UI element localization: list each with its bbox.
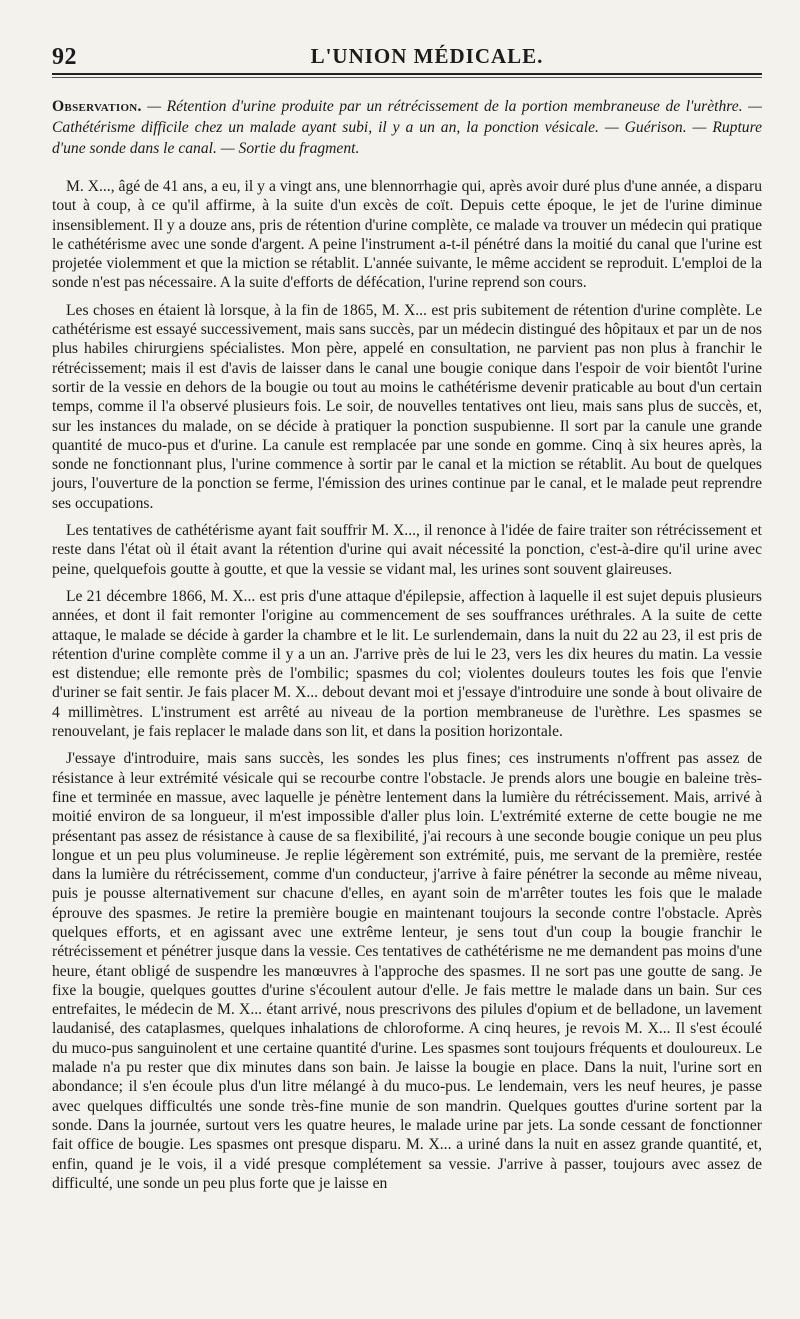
journal-title: L'UNION MÉDICALE. [310,44,544,68]
observation-lead: Observation. [52,98,142,115]
page-number: 92 [52,44,77,70]
header-rule [52,73,762,75]
paragraph: J'essaye d'introduire, mais sans succès, les sondes les plus fines; ces instruments n'offrent pas assez de résistance à leur extrémité vésicale qui se recourbe contre l'obstacle. Je prends alors une bougie en baleine très-fine et terminée en massue, avec laquelle je pénètre lentement dans la lumière du rétrécissement. Mais, arrivé à moitié environ de sa longueur, il m'est impossible d'aller plus loin. L'extrémité externe de cette bougie ne me présentant pas assez de résistance à cause de sa flexibilité, j'ai recours à une seconde bougie conique un peu plus longue et un peu plus volumineuse. Je replie légèrement son extrémité, puis, me servant de la première, restée dans la lumière du rétrécissement, comme d'un conducteur, j'arrive à faire pénétrer la seconde au même niveau, puis je pousse alternativement sur chacune d'elles, en ayant soin de m'arrêter toutes les fois que le malade éprouve des spasmes. Je retire la première bougie en maintenant toujours la seconde contre l'obstacle. Après quelques efforts, et en agissant avec une extrême lenteur, je sens tout d'un coup la bougie franchir le rétrécissement et pénétrer jusque dans la vessie. Ces tentatives de cathétérisme ne me demandent pas moins d'une heure, étant obligé de suspendre les manœuvres à l'approche des spasmes. Il ne sort pas une goutte de sang. Je fixe la bougie, quelques gouttes d'urine s'écoulent autour d'elle. Je fais mettre le malade dans un bain. Sur ces entrefaites, le médecin de M. X... étant arrivé, nous prescrivons des pilules d'opium et de belladone, un lavement laudanisé, des cataplasmes, quelques inhalations de chloroforme. A cinq heures, je revois M. X... Il s'est écoulé du muco-pus sanguinolent et une certaine quantité d'urine. Les spasmes sont toujours fréquents et douloureux. Le malade n'a pu rester que dix minutes dans son bain. Je laisse la bougie en place. Dans la nuit, l'urine sort en abondance; il s'en écoule plus d'un litre mélangé à du muco-pus. Le lendemain, vers les neuf heures, je passe avec quelques difficultés une sonde très-fine munie de son mandrin. Quelques gouttes d'urine sortent par la sonde. Dans la journée, surtout vers les quatre heures, le malade urine par jets. La sonde cessant de fonctionner fait office de bougie. Les spasmes ont presque disparu. M. X... a uriné dans la nuit en assez grande quantité, et, enfin, quand je le vois, il a vidé presque complétement sa vessie. J'arrive à passer, toujours avec assez de difficulté, une sonde un peu plus forte que je laisse en [52,750,762,1192]
paragraph: M. X..., âgé de 41 ans, a eu, il y a vingt ans, une blennorrhagie qui, après avoir duré plus d'une année, a disparu tout à coup, à ce qu'il affirme, à la suite d'un excès de coït. Depuis cette époque, le jet de l'urine diminue insensiblement. Il y a douze ans, pris de rétention d'urine complète, ce malade va trouver un médecin qui pratique le cathétérisme avec une sonde d'argent. A peine l'instrument a-t-il pénétré dans la moitié du canal que l'urine est projetée violemment et que la miction se rétablit. L'année suivante, le même accident se reproduit. L'emploi de la sonde n'est pas nécessaire. A la suite d'efforts de défécation, l'urine reprend son cours. [52,178,762,292]
header-rule-thin [52,77,762,78]
paragraph: Le 21 décembre 1866, M. X... est pris d'une attaque d'épilepsie, affection à laquelle il est sujet depuis plusieurs années, et dont il fait remonter l'origine au commencement de ses souffrances uréthrales. A la suite de cette attaque, le malade se décide à garder la chambre et le lit. Le surlendemain, dans la nuit du 22 au 23, il est pris de rétention d'urine complète comme il y a un an. J'arrive près de lui le 23, vers les dix heures du matin. La vessie est distendue; elle remonte près de l'ombilic; spasmes du col; violentes douleurs toutes les fois que l'envie d'uriner se fait sentir. Je fais placer M. X... debout devant moi et j'essaye d'introduire une sonde à bout olivaire de 4 millimètres. L'instrument est arrêté au niveau de la portion membraneuse de l'urèthre. Les spasmes se renouvelant, je fais replacer le malade dans son lit, et dans la position horizontale. [52,587,762,741]
paragraph: Les choses en étaient là lorsque, à la fin de 1865, M. X... est pris subitement de rétention d'urine complète. Le cathétérisme est essayé successivement, mais sans succès, par un médecin distingué des hôpitaux et par un de nos plus habiles chirurgiens spécialistes. Mon père, appelé en consultation, ne parvient pas non plus à franchir le rétrécissement; mais il est d'avis de laisser dans le canal une bougie conique dans l'espoir de voir bientôt l'urine sortir de la vessie en dehors de la bougie ou tout au moins le cathétérisme devenir praticable au bout d'un certain temps, comme il l'a observé plusieurs fois. Le soir, de nouvelles tentatives ont lieu, mais sans plus de succès, et, sur les instances du malade, on se décide à pratiquer la ponction suspubienne. Il sort par la canule une grande quantité de muco-pus et d'urine. La canule est remplacée par une sonde en gomme. Cinq à six heures après, la sonde ne fonctionnant plus, l'urine commence à sortir par le canal et la miction se rétablit. Au bout de quelques jours, l'ouverture de la ponction se ferme, l'émission des urines continue par le canal, et le malade peut reprendre ses occupations. [52,301,762,512]
observation-heading [52,96,762,159]
paragraph: Les tentatives de cathétérisme ayant fait souffrir M. X..., il renonce à l'idée de faire traiter son rétrécissement et reste dans l'état où il était avant la rétention d'urine qui avait nécessité la ponction, c'est-à-dire qu'il urine avec peine, quelquefois goutte à goutte, et que la vessie se vidant mal, les urines sont souvent glaireuses. [52,522,762,578]
observation-title: — Rétention d'urine produite par un rétrécissement de la portion membraneuse de l'urèthre. — Cathétérisme difficile chez un malade ayant subi, il y a un an, la ponction vésicale. — Guérison. — Rupture d'une sonde dans le canal. — Sortie du fragment. [52,98,762,157]
article-body [52,96,762,1201]
